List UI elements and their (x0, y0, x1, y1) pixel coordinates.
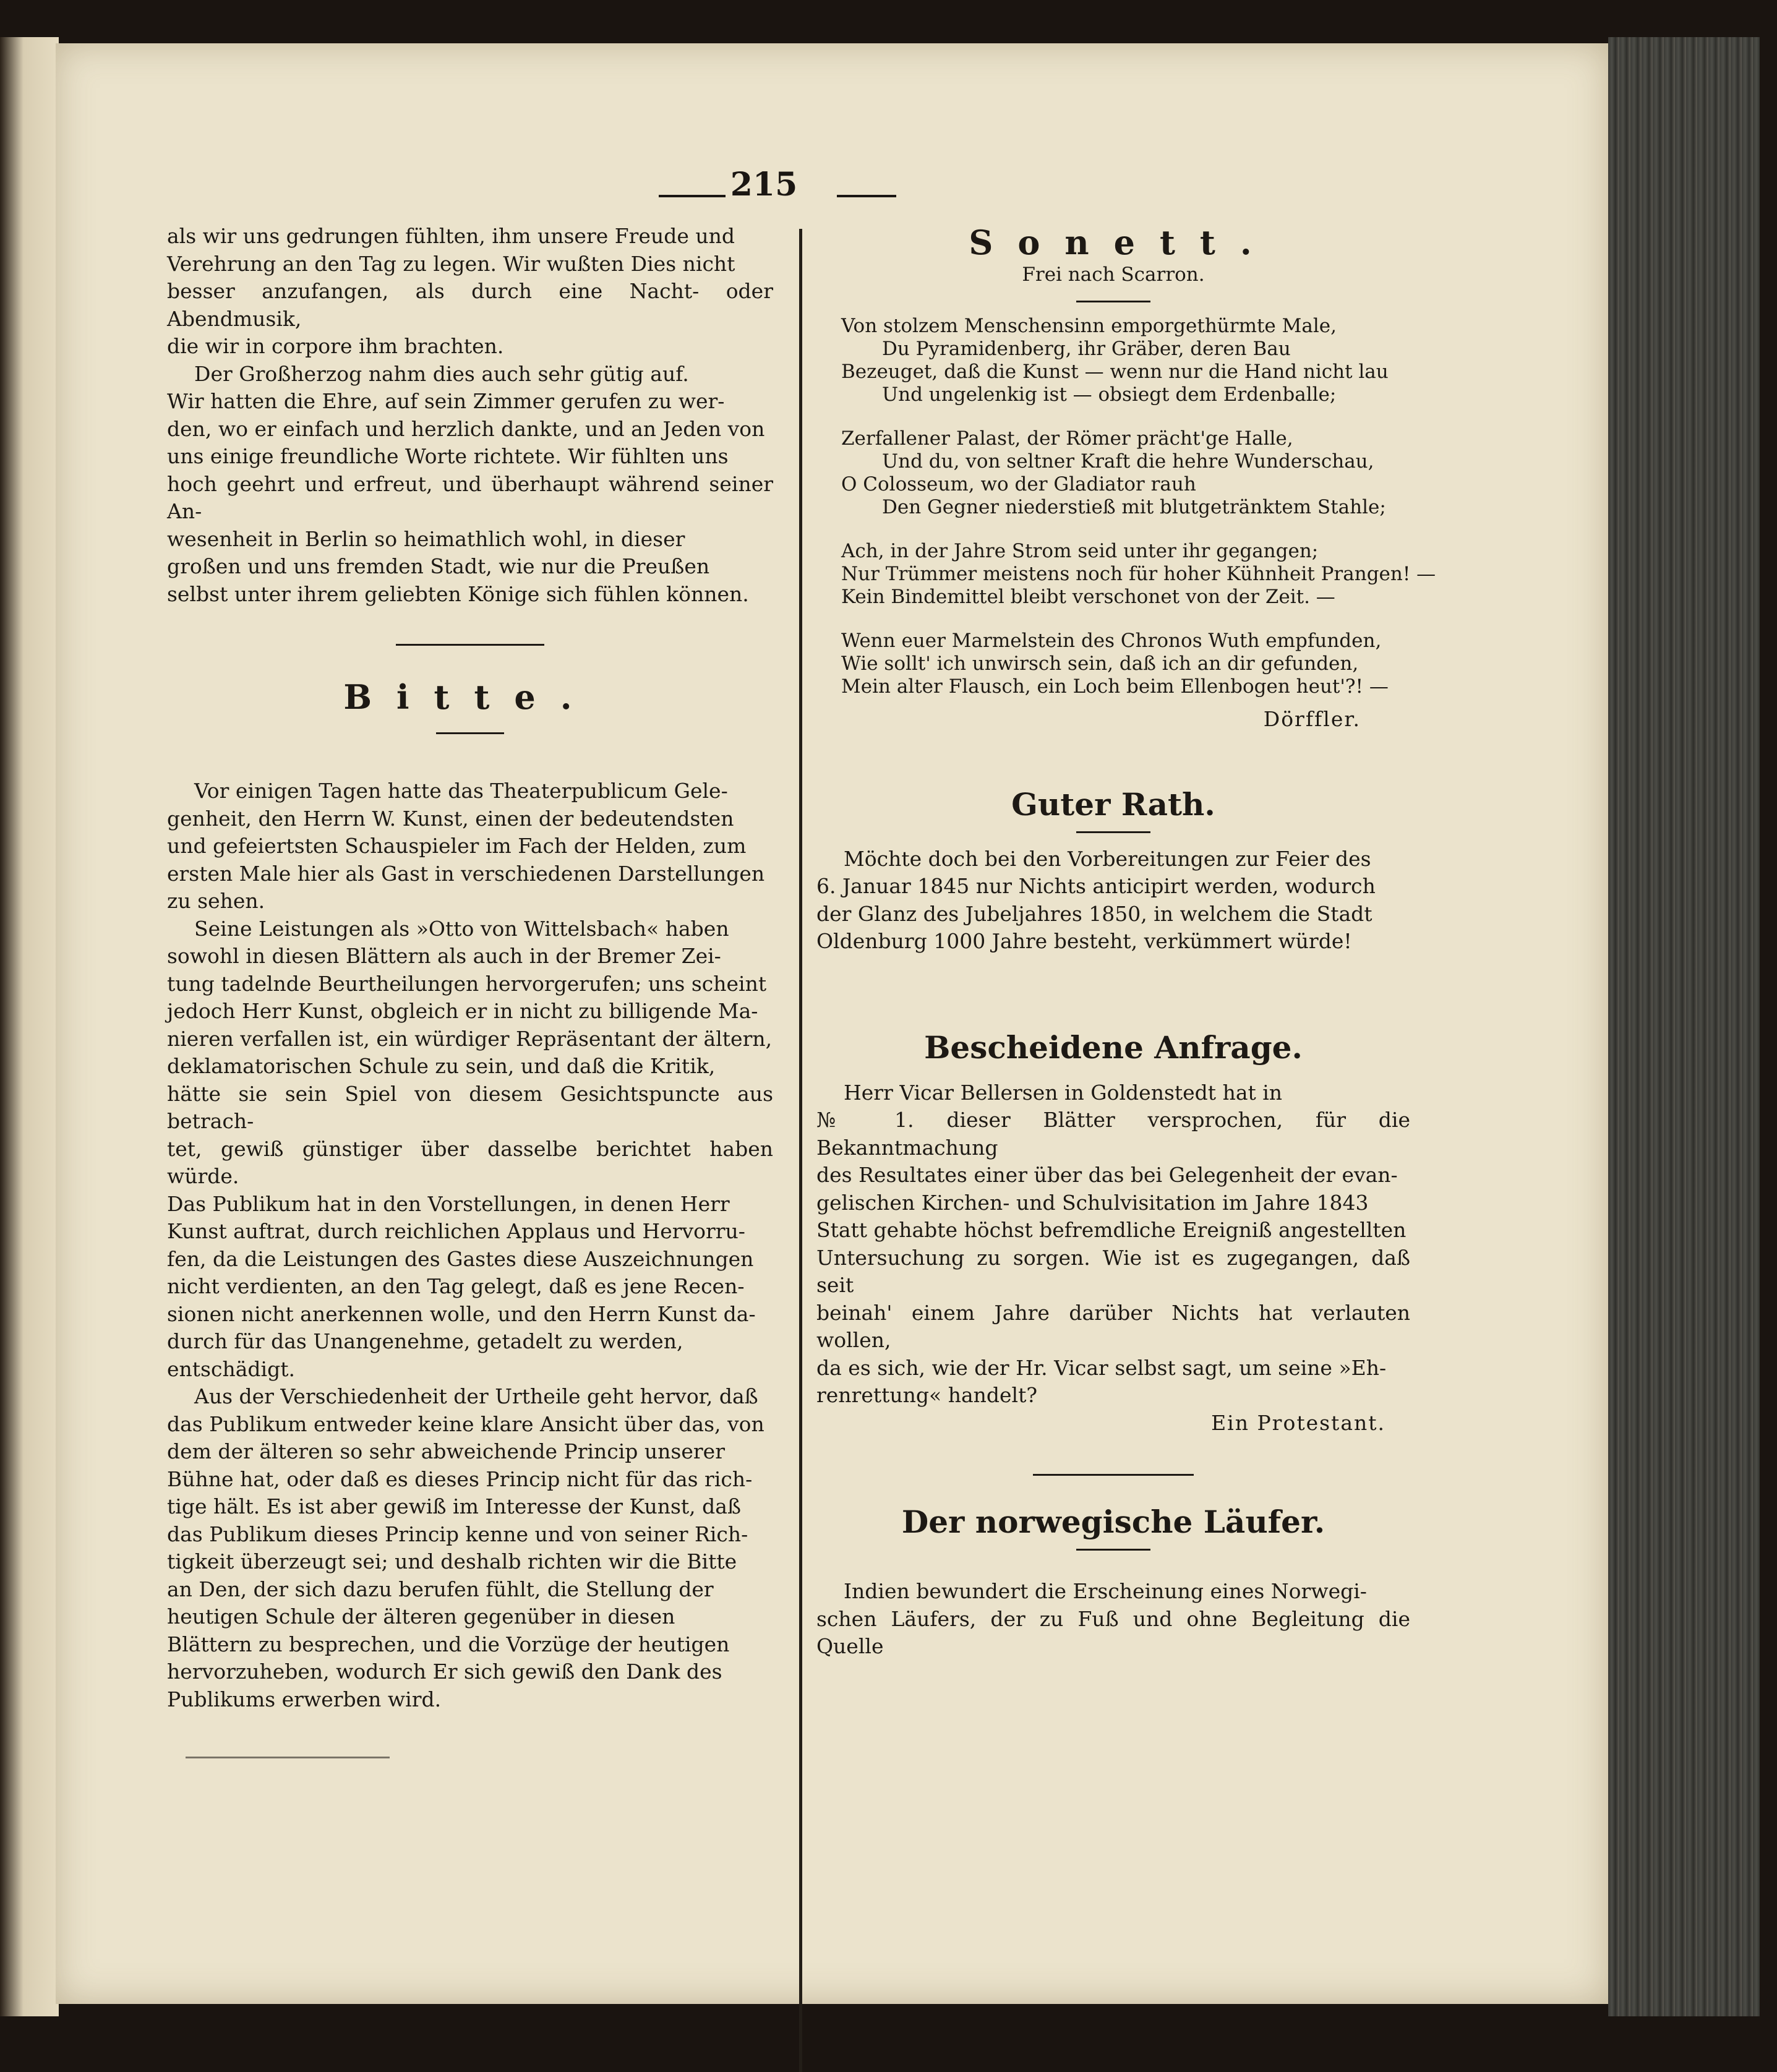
text-line: nicht verdienten, an den Tag gelegt, daß es jene Recen- (167, 1274, 745, 1298)
text-line: Herr Vicar Bellersen in Goldenstedt hat in (844, 1080, 1283, 1105)
anfrage-paragraph (816, 1079, 1410, 1410)
text-line: der Glanz des Jubeljahres 1850, in welchem die Stadt (816, 901, 1372, 926)
poem-line: Zerfallener Palast, der Römer prächt'ge Halle, (841, 427, 1293, 450)
text-line: schen Läufers, der zu Fuß und ohne Begleitung die Quelle (816, 1606, 1410, 1658)
text-line: nieren verfallen ist, ein würdiger Repräsentant der ältern, (167, 1026, 773, 1051)
column-divider (799, 229, 802, 2072)
text-line: № 1. dieser Blätter versprochen, für die Bekanntmachung (816, 1108, 1410, 1160)
text-line: zu sehen. (167, 889, 265, 913)
book-binding-edge (1608, 37, 1760, 2016)
text-line: beinah' einem Jahre darüber Nichts hat verlauten wollen, (816, 1300, 1410, 1352)
text-line: als wir uns gedrungen fühlten, ihm unsere Freude und (167, 224, 735, 248)
text-line: Vor einigen Tagen hatte das Theaterpublicum Gele- (194, 779, 728, 803)
text-line: tung tadelnde Beurtheilungen hervorgerufen; uns scheint (167, 971, 767, 996)
text-line: die wir in corpore ihm brachten. (167, 334, 504, 358)
text-line: Publikums erwerben wird. (167, 1687, 442, 1711)
text-line: Statt gehabte höchst befremdliche Ereigniß angestellten (816, 1218, 1407, 1242)
page-number-dash-right (837, 195, 896, 197)
text-line: den, wo er einfach und herzlich dankte, und an Jeden von (167, 416, 765, 441)
text-line: das Publikum entweder keine klare Ansicht über das, von (167, 1411, 764, 1436)
anfrage-signature: Ein Protestant. (1211, 1410, 1385, 1435)
text-line: Indien bewundert die Erscheinung eines Norwegi- (844, 1579, 1367, 1603)
text-line: 6. Januar 1845 nur Nichts anticipirt werden, wodurch (816, 874, 1376, 898)
poem-line: Bezeuget, daß die Kunst — wenn nur die Hand nicht lau (841, 361, 1389, 383)
section-title-laeufer: Der norwegische Läufer. (901, 1504, 1325, 1540)
text-line: tet, gewiß günstiger über dasselbe berichtet haben würde. (167, 1136, 773, 1188)
poem-line: Wenn euer Marmelstein des Chronos Wuth empfunden, (841, 630, 1382, 652)
bitte-paragraph-1 (167, 777, 773, 915)
left-page-edge (0, 37, 59, 2016)
text-line: Möchte doch bei den Vorbereitungen zur Feier des (844, 846, 1371, 871)
text-line: heutigen Schule der älteren gegenüber in diesen (167, 1604, 675, 1629)
poem-line: Den Gegner niederstieß mit blutgetränktem Stahle; (882, 496, 1386, 518)
text-line: Oldenburg 1000 Jahre besteht, verkümmert würde! (816, 929, 1352, 953)
text-line: jedoch Herr Kunst, obgleich er in nicht zu billigende Ma- (167, 999, 758, 1023)
text-line: an Den, der sich dazu berufen fühlt, die Stellung der (167, 1577, 714, 1601)
text-line: da es sich, wie der Hr. Vicar selbst sagt, um seine »Eh- (816, 1355, 1387, 1380)
text-line: besser anzufangen, als durch eine Nacht- oder Abendmusik, (167, 279, 773, 331)
text-line: Aus der Verschiedenheit der Urtheile geht hervor, daß (194, 1384, 758, 1408)
text-line: fen, da die Leistungen des Gastes diese Auszeichnungen (167, 1246, 754, 1271)
text-line: Untersuchung zu sorgen. Wie ist es zugegangen, daß seit (816, 1245, 1410, 1297)
section-title-anfrage: Bescheidene Anfrage. (924, 1029, 1303, 1066)
text-line: Verehrung an den Tag zu legen. Wir wußten Dies nicht (167, 251, 735, 276)
intro-paragraph (167, 223, 773, 361)
text-line: hervorzuheben, wodurch Er sich gewiß den Dank des (167, 1659, 722, 1684)
sonett-stanza-3 (816, 540, 1436, 609)
sonett-stanza-4 (816, 630, 1410, 698)
text-line: Wir hatten die Ehre, auf sein Zimmer gerufen zu wer- (167, 389, 725, 413)
bottom-rule (186, 1757, 390, 1758)
text-line: hätte sie sein Spiel von diesem Gesichtspuncte aus betrach- (167, 1081, 773, 1133)
text-line: Kunst auftrat, durch reichlichen Applaus und Hervorru- (167, 1219, 745, 1243)
text-line: Blättern zu besprechen, und die Vorzüge der heutigen (167, 1632, 730, 1656)
poem-line: O Colosseum, wo der Gladiator rauh (841, 473, 1196, 495)
poem-line: Nur Trümmer meistens noch für hoher Kühnheit Prangen! — (841, 563, 1436, 585)
poem-line: Von stolzem Menschensinn emporgethürmte Male, (841, 315, 1337, 337)
text-line: sionen nicht anerkennen wolle, und den Herrn Kunst da- (167, 1301, 756, 1326)
text-line: tigkeit überzeugt sei; und deshalb richten wir die Bitte (167, 1549, 737, 1573)
section-title-bitte: Bitte. (343, 677, 597, 717)
poem-line: Und ungelenkig ist — obsiegt dem Erdenballe; (882, 383, 1337, 406)
sonett-stanza-1 (816, 315, 1410, 406)
text-line: Der Großherzog nahm dies auch sehr gütig auf. (194, 361, 689, 386)
section-title-sonett: Sonett. (969, 223, 1277, 262)
text-line: dem der älteren so sehr abweichende Princip unserer (167, 1439, 725, 1463)
poem-line: Mein alter Flausch, ein Loch beim Ellenbogen heut'?! — (841, 675, 1389, 698)
text-line: renrettung« handelt? (816, 1383, 1038, 1407)
poem-line: Ach, in der Jahre Strom seid unter ihr gegangen; (841, 540, 1319, 562)
laeufer-paragraph (816, 1578, 1410, 1661)
text-line: das Publikum dieses Princip kenne und von seiner Rich- (167, 1522, 748, 1546)
poem-line: Wie sollt' ich unwirsch sein, daß ich an dir gefunden, (841, 653, 1359, 675)
text-line: und gefeiertsten Schauspieler im Fach der Helden, zum (167, 834, 747, 858)
text-line: durch für das Unangenehme, getadelt zu werden, entschädigt. (167, 1329, 683, 1381)
poem-line: Kein Bindemittel bleibt verschonet von der Zeit. — (841, 586, 1335, 608)
text-line: uns einige freundliche Worte richtete. Wir fühlten uns (167, 444, 729, 468)
text-line: tige hält. Es ist aber gewiß im Interesse der Kunst, daß (167, 1494, 741, 1518)
text-line: selbst unter ihrem geliebten Könige sich fühlen können. (167, 581, 749, 606)
text-line: Seine Leistungen als »Otto von Wittelsbach« haben (194, 916, 729, 941)
author-signature: Dörffler. (1263, 707, 1361, 731)
bitte-paragraph-3 (167, 1383, 773, 1713)
intro-paragraph-2 (167, 361, 773, 609)
poem-line: Du Pyramidenberg, ihr Gräber, deren Bau (882, 338, 1291, 360)
text-line: deklamatorischen Schule zu sein, und daß die Kritik, (167, 1054, 716, 1078)
text-line: Das Publikum hat in den Vorstellungen, in denen Herr (167, 1191, 730, 1216)
guter-rath-paragraph (816, 845, 1410, 956)
sonett-subtitle: Frei nach Scarron. (1022, 263, 1205, 286)
text-line: wesenheit in Berlin so heimathlich wohl, in dieser (167, 526, 685, 551)
text-line: sowohl in diesen Blättern als auch in der Bremer Zei- (167, 944, 721, 968)
text-line: hoch geehrt und erfreut, und überhaupt während seiner An- (167, 471, 773, 523)
text-line: ersten Male hier als Gast in verschiedenen Darstellungen (167, 861, 765, 886)
text-line: großen und uns fremden Stadt, wie nur die Preußen (167, 554, 710, 578)
page-number: 215 (730, 166, 798, 203)
left-column (167, 223, 773, 1758)
section-title-guter-rath: Guter Rath. (1011, 786, 1215, 823)
text-line: genheit, den Herrn W. Kunst, einen der bedeutendsten (167, 806, 734, 831)
bitte-paragraph-2 (167, 915, 773, 1384)
right-column (816, 223, 1436, 1661)
poem-line: Und du, von seltner Kraft die hehre Wunderschau, (882, 450, 1374, 473)
text-line: Bühne hat, oder daß es dieses Princip nicht für das rich- (167, 1466, 753, 1491)
text-line: des Resultates einer über das bei Gelegenheit der evan- (816, 1163, 1398, 1187)
sonett-stanza-2 (816, 427, 1410, 519)
text-line: gelischen Kirchen- und Schulvisitation im Jahre 1843 (816, 1190, 1369, 1215)
